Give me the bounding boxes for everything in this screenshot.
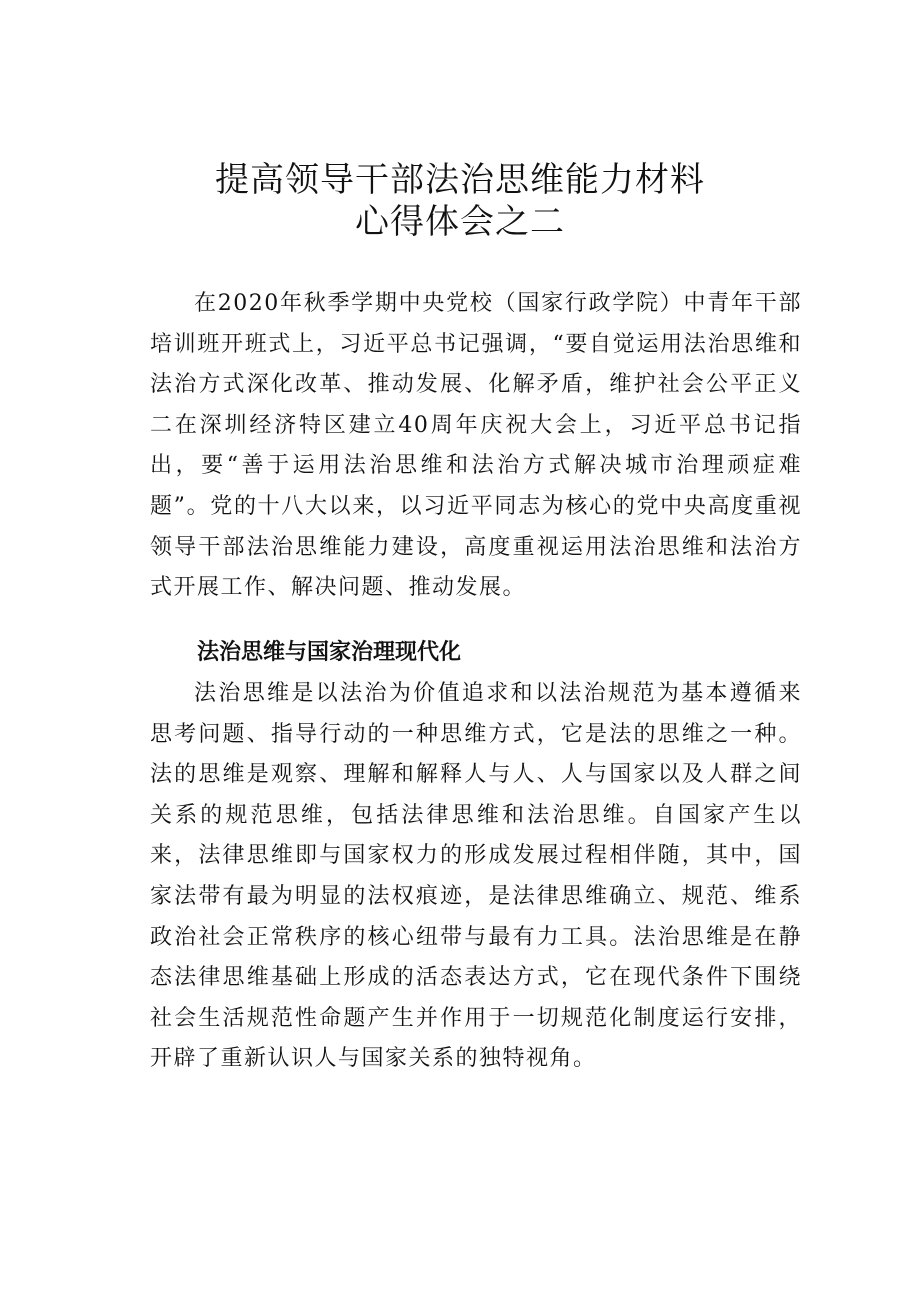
section-paragraph: 法治思维是以法治为价值追求和以法治规范为基本遵循来思考问题、指导行动的一种思维方式，它是法的思维之一种。法的思维是观察、理解和解释人与人、人与国家以及人群之间关系的规范思维，包括法律思维和法治思维。自国家产生以来，法律思维即与国家权力的形成发展过程相伴随，其中，国家法带有最为明显的法权痕迹，是法律思维确立、规范、维系政治社会正常秩序的核心纽带与最有力工具。法治思维是在静态法律思维基础上形成的活态表达方式，它在现代条件下围绕社会生活规范性命题产生并作用于一切规范化制度运行安排，开辟了重新认识人与国家关系的独特视角。	[150, 681, 802, 1072]
section-heading: 法治思维与国家治理现代化	[197, 640, 462, 665]
intro-paragraph: 在2020年秋季学期中央党校（国家行政学院）中青年干部培训班开班式上，习近平总书记强调，“要自觉运用法治思维和法治方式深化改革、推动发展、化解矛盾，维护社会公平正义二在深圳经济特区建立40周年庆祝大会上，习近平总书记指出，要“善于运用法治思维和法治方式解决城市治理顽症难题”。党的十八大以来，以习近平同志为核心的党中央高度重视领导干部法治思维能力建设，高度重视运用法治思维和法治方式开展工作、解决问题、推动发展。	[150, 291, 802, 601]
document-title-line2: 心得体会之二	[355, 202, 565, 242]
document-title-line1: 提高领导干部法治思维能力材料	[215, 160, 705, 200]
